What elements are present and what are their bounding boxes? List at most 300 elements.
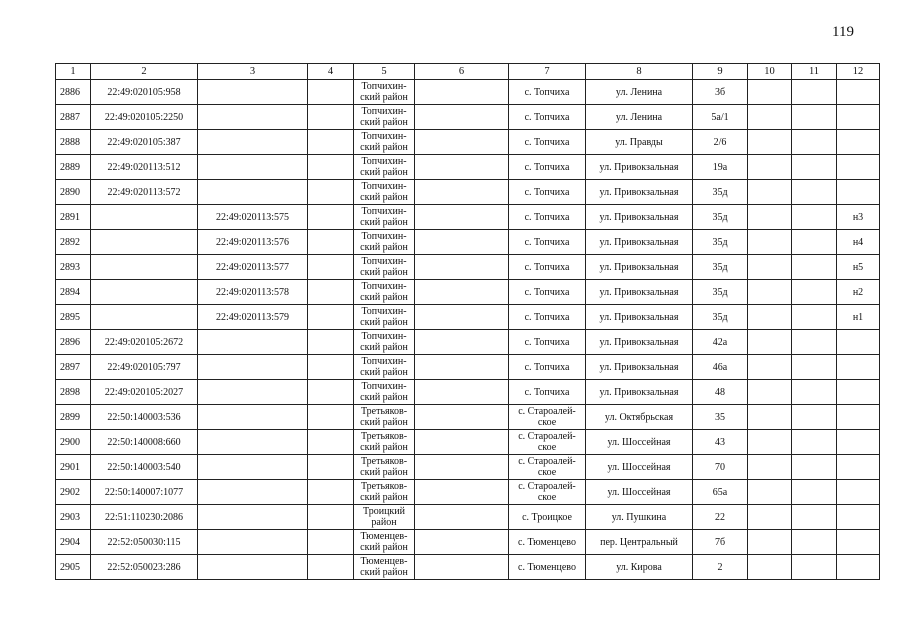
- row-number-cell: 2887: [56, 105, 91, 130]
- district-cell-line-2: ский район: [360, 492, 408, 503]
- column-header: 4: [308, 64, 354, 80]
- district-cell-line-1: Тюменцев-: [360, 556, 408, 567]
- column-11-cell: [792, 430, 837, 455]
- column-6-cell: [415, 480, 509, 505]
- district-cell: [354, 530, 415, 555]
- row-number-cell: 2892: [56, 230, 91, 255]
- street-cell: ул. Привокзальная: [586, 255, 693, 280]
- locality-cell: [509, 105, 586, 130]
- locality-cell: [509, 130, 586, 155]
- house-cell: 65а: [693, 480, 748, 505]
- premises-cell: [837, 505, 880, 530]
- row-number-cell: 2890: [56, 180, 91, 205]
- row-number-cell: 2894: [56, 280, 91, 305]
- locality-cell: [509, 530, 586, 555]
- premises-cadastral-cell: [198, 330, 308, 355]
- row-number-cell: 2898: [56, 380, 91, 405]
- house-cell: 48: [693, 380, 748, 405]
- locality-cell-line-1: с. Топчиха: [524, 336, 570, 348]
- column-11-cell: [792, 405, 837, 430]
- premises-cell: н5: [837, 255, 880, 280]
- locality-cell-line-1: с. Староалей-: [518, 456, 576, 467]
- column-11-cell: [792, 155, 837, 180]
- row-number-cell: 2897: [56, 355, 91, 380]
- column-10-cell: [748, 80, 792, 105]
- locality-cell-line-1: с. Топчиха: [524, 111, 570, 123]
- premises-cell: [837, 405, 880, 430]
- column-4-cell: [308, 430, 354, 455]
- column-11-cell: [792, 180, 837, 205]
- district-cell-line-1: Топчихин-: [361, 206, 407, 217]
- district-cell-line-1: Третьяков-: [360, 456, 408, 467]
- premises-cadastral-cell: [198, 530, 308, 555]
- row-number-cell: 2895: [56, 305, 91, 330]
- column-header: 6: [415, 64, 509, 80]
- locality-cell-line-1: с. Топчиха: [524, 86, 570, 98]
- locality-cell: [509, 555, 586, 580]
- street-cell: ул. Привокзальная: [586, 330, 693, 355]
- cadastral-number-cell: 22:50:140008:660: [91, 430, 198, 455]
- street-cell: ул. Шоссейная: [586, 455, 693, 480]
- premises-cadastral-cell: [198, 355, 308, 380]
- district-cell-line-2: ский район: [360, 192, 408, 203]
- premises-cell: [837, 380, 880, 405]
- district-cell-line-1: Топчихин-: [361, 106, 407, 117]
- column-4-cell: [308, 80, 354, 105]
- district-cell-line-2: район: [371, 517, 397, 528]
- house-cell: 42а: [693, 330, 748, 355]
- column-6-cell: [415, 405, 509, 430]
- premises-cell: [837, 455, 880, 480]
- locality-cell-line-1: с. Староалей-: [518, 431, 576, 442]
- premises-cell: н2: [837, 280, 880, 305]
- district-cell-line-2: ский район: [360, 317, 408, 328]
- column-11-cell: [792, 355, 837, 380]
- table-row: [56, 280, 880, 305]
- locality-cell-line-1: с. Топчиха: [524, 236, 570, 248]
- column-10-cell: [748, 255, 792, 280]
- column-header: 2: [91, 64, 198, 80]
- column-4-cell: [308, 105, 354, 130]
- column-10-cell: [748, 280, 792, 305]
- district-cell-line-1: Третьяков-: [360, 481, 408, 492]
- row-number-cell: 2889: [56, 155, 91, 180]
- cadastral-number-cell: 22:49:020105:797: [91, 355, 198, 380]
- premises-cadastral-cell: 22:49:020113:575: [198, 205, 308, 230]
- column-6-cell: [415, 355, 509, 380]
- row-number-cell: 2899: [56, 405, 91, 430]
- district-cell-line-1: Топчихин-: [361, 181, 407, 192]
- column-11-cell: [792, 455, 837, 480]
- premises-cell: [837, 130, 880, 155]
- column-4-cell: [308, 455, 354, 480]
- table-row: [56, 230, 880, 255]
- locality-cell-line-1: с. Топчиха: [524, 161, 570, 173]
- district-cell: [354, 280, 415, 305]
- district-cell-line-1: Топчихин-: [361, 131, 407, 142]
- street-cell: ул. Пушкина: [586, 505, 693, 530]
- column-6-cell: [415, 330, 509, 355]
- premises-cadastral-cell: [198, 130, 308, 155]
- premises-cell: [837, 430, 880, 455]
- premises-cadastral-cell: 22:49:020113:578: [198, 280, 308, 305]
- column-10-cell: [748, 180, 792, 205]
- district-cell: [354, 505, 415, 530]
- locality-cell-line-1: с. Топчиха: [524, 386, 570, 398]
- locality-cell-line-2: ское: [537, 417, 557, 428]
- locality-cell-line-1: с. Топчиха: [524, 261, 570, 273]
- locality-cell: [509, 405, 586, 430]
- locality-cell-line-1: с. Тюменцево: [518, 536, 576, 548]
- column-11-cell: [792, 80, 837, 105]
- premises-cell: [837, 555, 880, 580]
- premises-cell: н4: [837, 230, 880, 255]
- district-cell: [354, 205, 415, 230]
- column-4-cell: [308, 155, 354, 180]
- column-10-cell: [748, 155, 792, 180]
- premises-cadastral-cell: 22:49:020113:579: [198, 305, 308, 330]
- premises-cell: [837, 480, 880, 505]
- premises-cadastral-cell: [198, 455, 308, 480]
- table-row: [56, 205, 880, 230]
- locality-cell-line-1: с. Староалей-: [518, 406, 576, 417]
- registry-table: [55, 63, 880, 580]
- column-4-cell: [308, 380, 354, 405]
- column-4-cell: [308, 330, 354, 355]
- house-cell: 35д: [693, 230, 748, 255]
- locality-cell: [509, 330, 586, 355]
- district-cell-line-2: ский район: [360, 142, 408, 153]
- street-cell: ул. Ленина: [586, 105, 693, 130]
- column-4-cell: [308, 130, 354, 155]
- house-cell: 5а/1: [693, 105, 748, 130]
- district-cell: [354, 130, 415, 155]
- locality-cell: [509, 430, 586, 455]
- premises-cadastral-cell: [198, 555, 308, 580]
- district-cell-line-1: Третьяков-: [360, 406, 408, 417]
- column-11-cell: [792, 330, 837, 355]
- column-4-cell: [308, 255, 354, 280]
- column-header: 3: [198, 64, 308, 80]
- locality-cell-line-1: с. Топчиха: [524, 286, 570, 298]
- locality-cell-line-1: с. Топчиха: [524, 211, 570, 223]
- column-6-cell: [415, 230, 509, 255]
- column-11-cell: [792, 380, 837, 405]
- street-cell: пер. Центральный: [586, 530, 693, 555]
- district-cell-line-1: Троицкий: [363, 506, 405, 517]
- column-10-cell: [748, 305, 792, 330]
- locality-cell: [509, 80, 586, 105]
- column-10-cell: [748, 205, 792, 230]
- table-row: [56, 355, 880, 380]
- column-header: 11: [792, 64, 837, 80]
- column-10-cell: [748, 555, 792, 580]
- column-4-cell: [308, 230, 354, 255]
- column-6-cell: [415, 205, 509, 230]
- district-cell-line-2: ский район: [360, 567, 408, 578]
- column-11-cell: [792, 205, 837, 230]
- district-cell-line-2: ский район: [360, 442, 408, 453]
- cadastral-number-cell: 22:49:020105:958: [91, 80, 198, 105]
- premises-cell: [837, 80, 880, 105]
- district-cell-line-2: ский район: [360, 117, 408, 128]
- district-cell-line-2: ский район: [360, 367, 408, 378]
- locality-cell-line-1: с. Топчиха: [524, 186, 570, 198]
- house-cell: 43: [693, 430, 748, 455]
- cadastral-number-cell: 22:50:140007:1077: [91, 480, 198, 505]
- column-6-cell: [415, 430, 509, 455]
- column-10-cell: [748, 330, 792, 355]
- column-11-cell: [792, 105, 837, 130]
- district-cell: [354, 230, 415, 255]
- district-cell: [354, 355, 415, 380]
- house-cell: 35: [693, 405, 748, 430]
- table-row: [56, 505, 880, 530]
- locality-cell: [509, 380, 586, 405]
- row-number-cell: 2905: [56, 555, 91, 580]
- column-6-cell: [415, 380, 509, 405]
- column-header: 8: [586, 64, 693, 80]
- district-cell-line-1: Топчихин-: [361, 256, 407, 267]
- district-cell-line-2: ский район: [360, 417, 408, 428]
- district-cell: [354, 155, 415, 180]
- locality-cell: [509, 455, 586, 480]
- cadastral-number-cell: 22:49:020113:512: [91, 155, 198, 180]
- column-11-cell: [792, 255, 837, 280]
- cadastral-number-cell: 22:50:140003:536: [91, 405, 198, 430]
- column-6-cell: [415, 105, 509, 130]
- column-6-cell: [415, 305, 509, 330]
- premises-cadastral-cell: [198, 155, 308, 180]
- page-number: 119: [832, 24, 854, 40]
- column-6-cell: [415, 505, 509, 530]
- column-11-cell: [792, 530, 837, 555]
- table-row: [56, 130, 880, 155]
- cadastral-number-cell: [91, 230, 198, 255]
- street-cell: ул. Шоссейная: [586, 480, 693, 505]
- premises-cadastral-cell: [198, 430, 308, 455]
- cadastral-number-cell: [91, 280, 198, 305]
- row-number-cell: 2893: [56, 255, 91, 280]
- cadastral-number-cell: 22:52:050030:115: [91, 530, 198, 555]
- locality-cell: [509, 255, 586, 280]
- cadastral-number-cell: 22:49:020105:2672: [91, 330, 198, 355]
- header-row: [56, 64, 880, 80]
- cadastral-number-cell: 22:50:140003:540: [91, 455, 198, 480]
- column-6-cell: [415, 155, 509, 180]
- district-cell: [354, 330, 415, 355]
- column-4-cell: [308, 180, 354, 205]
- house-cell: 3б: [693, 80, 748, 105]
- column-11-cell: [792, 230, 837, 255]
- district-cell: [354, 380, 415, 405]
- street-cell: ул. Привокзальная: [586, 280, 693, 305]
- district-cell-line-1: Топчихин-: [361, 381, 407, 392]
- column-6-cell: [415, 280, 509, 305]
- column-header: 1: [56, 64, 91, 80]
- locality-cell: [509, 355, 586, 380]
- table-row: [56, 105, 880, 130]
- street-cell: ул. Привокзальная: [586, 180, 693, 205]
- table-row: [56, 80, 880, 105]
- column-11-cell: [792, 130, 837, 155]
- cadastral-number-cell: 22:49:020105:2250: [91, 105, 198, 130]
- premises-cell: н1: [837, 305, 880, 330]
- premises-cell: н3: [837, 205, 880, 230]
- street-cell: ул. Привокзальная: [586, 155, 693, 180]
- street-cell: ул. Привокзальная: [586, 205, 693, 230]
- row-number-cell: 2903: [56, 505, 91, 530]
- premises-cell: [837, 180, 880, 205]
- street-cell: ул. Ленина: [586, 80, 693, 105]
- house-cell: 35д: [693, 280, 748, 305]
- locality-cell-line-1: с. Топчиха: [524, 136, 570, 148]
- premises-cadastral-cell: [198, 505, 308, 530]
- locality-cell: [509, 480, 586, 505]
- district-cell-line-1: Тюменцев-: [360, 531, 408, 542]
- premises-cadastral-cell: [198, 380, 308, 405]
- premises-cadastral-cell: [198, 180, 308, 205]
- premises-cadastral-cell: [198, 80, 308, 105]
- locality-cell: [509, 205, 586, 230]
- street-cell: ул. Привокзальная: [586, 305, 693, 330]
- street-cell: ул. Шоссейная: [586, 430, 693, 455]
- table-row: [56, 155, 880, 180]
- row-number-cell: 2901: [56, 455, 91, 480]
- column-4-cell: [308, 205, 354, 230]
- column-header: 9: [693, 64, 748, 80]
- locality-cell-line-2: ское: [537, 467, 557, 478]
- column-4-cell: [308, 355, 354, 380]
- premises-cadastral-cell: 22:49:020113:576: [198, 230, 308, 255]
- district-cell-line-1: Третьяков-: [360, 431, 408, 442]
- cadastral-number-cell: 22:51:110230:2086: [91, 505, 198, 530]
- house-cell: 35д: [693, 305, 748, 330]
- locality-cell-line-1: с. Троицкое: [522, 511, 572, 523]
- column-4-cell: [308, 555, 354, 580]
- locality-cell: [509, 280, 586, 305]
- row-number-cell: 2900: [56, 430, 91, 455]
- column-6-cell: [415, 80, 509, 105]
- locality-cell-line-1: с. Староалей-: [518, 481, 576, 492]
- house-cell: 19а: [693, 155, 748, 180]
- district-cell: [354, 80, 415, 105]
- cadastral-number-cell: 22:49:020113:572: [91, 180, 198, 205]
- column-10-cell: [748, 105, 792, 130]
- column-4-cell: [308, 280, 354, 305]
- column-10-cell: [748, 455, 792, 480]
- house-cell: 22: [693, 505, 748, 530]
- house-cell: 2: [693, 555, 748, 580]
- column-4-cell: [308, 305, 354, 330]
- street-cell: ул. Кирова: [586, 555, 693, 580]
- locality-cell-line-2: ское: [537, 492, 557, 503]
- premises-cadastral-cell: [198, 105, 308, 130]
- street-cell: ул. Правды: [586, 130, 693, 155]
- premises-cadastral-cell: [198, 405, 308, 430]
- table-row: [56, 555, 880, 580]
- column-4-cell: [308, 480, 354, 505]
- table-row: [56, 330, 880, 355]
- table-row: [56, 530, 880, 555]
- locality-cell-line-1: с. Тюменцево: [518, 561, 576, 573]
- house-cell: 35д: [693, 205, 748, 230]
- column-11-cell: [792, 555, 837, 580]
- table-row: [56, 430, 880, 455]
- table-row: [56, 480, 880, 505]
- district-cell-line-2: ский район: [360, 242, 408, 253]
- district-cell: [354, 430, 415, 455]
- column-10-cell: [748, 530, 792, 555]
- district-cell-line-1: Топчихин-: [361, 156, 407, 167]
- column-4-cell: [308, 505, 354, 530]
- house-cell: 35д: [693, 180, 748, 205]
- premises-cell: [837, 105, 880, 130]
- table-body: [56, 80, 880, 580]
- premises-cadastral-cell: 22:49:020113:577: [198, 255, 308, 280]
- column-10-cell: [748, 505, 792, 530]
- premises-cell: [837, 530, 880, 555]
- district-cell-line-1: Топчихин-: [361, 306, 407, 317]
- column-10-cell: [748, 230, 792, 255]
- locality-cell-line-2: ское: [537, 442, 557, 453]
- table-row: [56, 180, 880, 205]
- table-row: [56, 305, 880, 330]
- district-cell-line-1: Топчихин-: [361, 281, 407, 292]
- column-header: 5: [354, 64, 415, 80]
- house-cell: 7б: [693, 530, 748, 555]
- table-row: [56, 380, 880, 405]
- column-header: 12: [837, 64, 880, 80]
- row-number-cell: 2904: [56, 530, 91, 555]
- district-cell: [354, 480, 415, 505]
- district-cell-line-2: ский район: [360, 267, 408, 278]
- locality-cell: [509, 305, 586, 330]
- column-11-cell: [792, 505, 837, 530]
- district-cell-line-2: ский район: [360, 467, 408, 478]
- district-cell-line-1: Топчихин-: [361, 231, 407, 242]
- column-11-cell: [792, 280, 837, 305]
- column-10-cell: [748, 405, 792, 430]
- cadastral-number-cell: [91, 305, 198, 330]
- district-cell-line-2: ский район: [360, 392, 408, 403]
- district-cell: [354, 255, 415, 280]
- column-6-cell: [415, 555, 509, 580]
- column-6-cell: [415, 180, 509, 205]
- district-cell-line-2: ский район: [360, 292, 408, 303]
- district-cell-line-1: Топчихин-: [361, 81, 407, 92]
- table-row: [56, 405, 880, 430]
- street-cell: ул. Октябрьская: [586, 405, 693, 430]
- premises-cadastral-cell: [198, 480, 308, 505]
- cadastral-number-cell: [91, 205, 198, 230]
- district-cell: [354, 455, 415, 480]
- column-10-cell: [748, 380, 792, 405]
- street-cell: ул. Привокзальная: [586, 230, 693, 255]
- street-cell: ул. Привокзальная: [586, 380, 693, 405]
- column-6-cell: [415, 455, 509, 480]
- row-number-cell: 2888: [56, 130, 91, 155]
- locality-cell-line-1: с. Топчиха: [524, 311, 570, 323]
- column-10-cell: [748, 355, 792, 380]
- premises-cell: [837, 355, 880, 380]
- cadastral-number-cell: 22:49:020105:387: [91, 130, 198, 155]
- table-row: [56, 455, 880, 480]
- district-cell-line-2: ский район: [360, 92, 408, 103]
- column-header: 10: [748, 64, 792, 80]
- locality-cell: [509, 155, 586, 180]
- column-11-cell: [792, 480, 837, 505]
